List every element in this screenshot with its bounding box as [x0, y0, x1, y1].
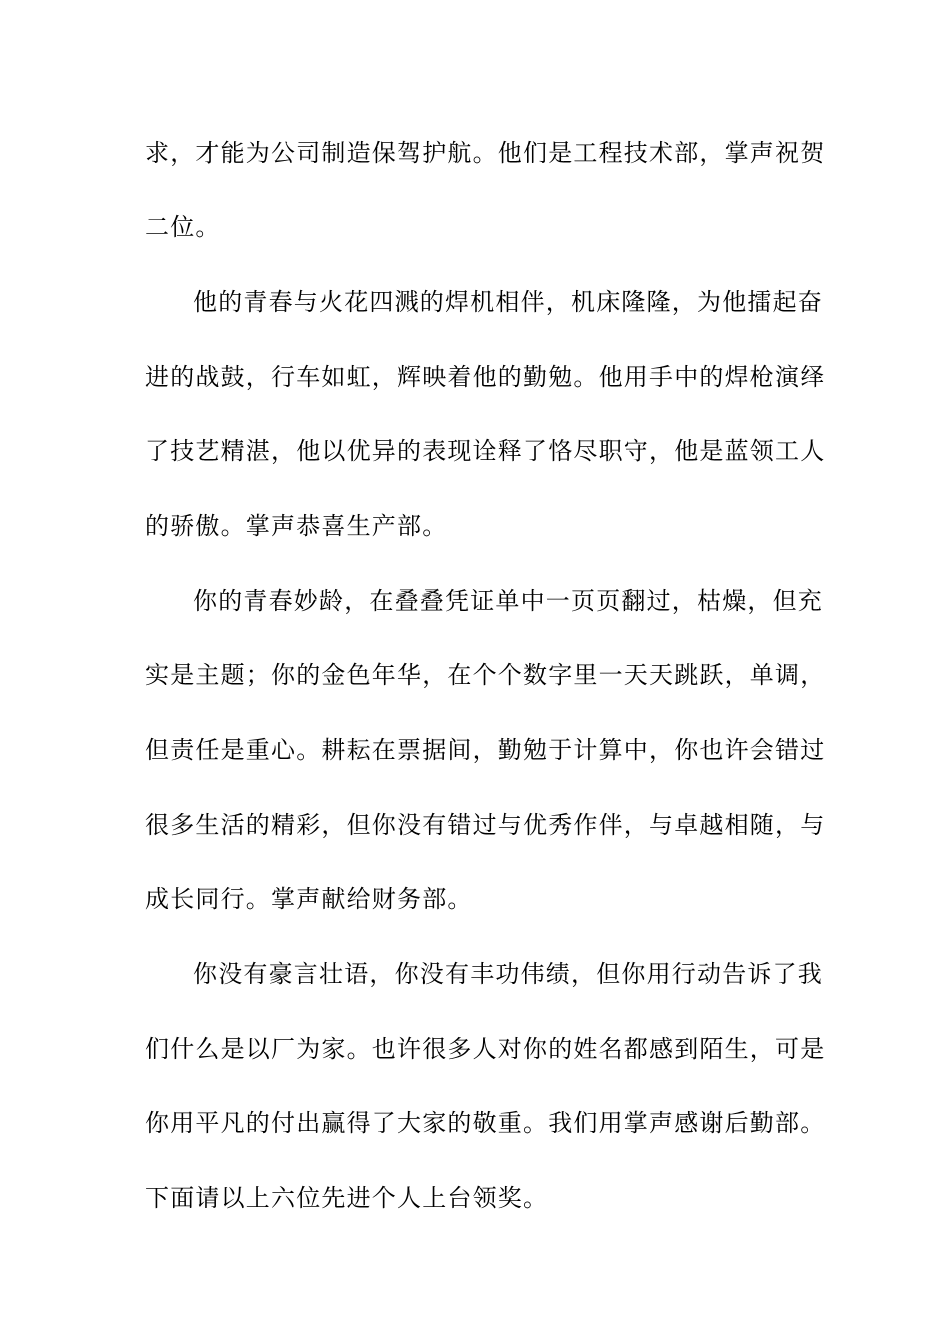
paragraph-3-line-2: 实是主题；你的金色年华，在个个数字里一天天跳跃，单调，	[145, 661, 826, 689]
paragraph-2-line-3: 了技艺精湛，他以优异的表现诠释了恪尽职守，他是蓝领工人	[145, 437, 826, 465]
paragraph-4-line-4: 下面请以上六位先进个人上台领奖。	[145, 1184, 549, 1212]
paragraph-3-line-4: 很多生活的精彩，但你没有错过与优秀作伴，与卓越相随，与	[145, 811, 826, 839]
paragraph-3-line-5: 成长同行。掌声献给财务部。	[145, 885, 473, 913]
paragraph-1-line-1: 求，才能为公司制造保驾护航。他们是工程技术部，掌声祝贺	[145, 139, 826, 167]
paragraph-4-line-2: 们什么是以厂为家。也许很多人对你的姓名都感到陌生，可是	[145, 1035, 826, 1063]
paragraph-2-line-1: 他的青春与火花四溅的焊机相伴，机床隆隆，为他擂起奋	[193, 288, 823, 316]
paragraph-4-line-3: 你用平凡的付出赢得了大家的敬重。我们用掌声感谢后勤部。	[145, 1109, 826, 1137]
paragraph-1-line-2: 二位。	[145, 213, 221, 241]
paragraph-4-line-1: 你没有豪言壮语，你没有丰功伟绩，但你用行动告诉了我	[193, 960, 823, 988]
paragraph-2-line-4: 的骄傲。掌声恭喜生产部。	[145, 512, 448, 540]
paragraph-3-line-1: 你的青春妙龄，在叠叠凭证单中一页页翻过，枯燥，但充	[193, 587, 823, 615]
paragraph-2-line-2: 进的战鼓，行车如虹，辉映着他的勤勉。他用手中的焊枪演绎	[145, 363, 826, 391]
paragraph-3-line-3: 但责任是重心。耕耘在票据间，勤勉于计算中，你也许会错过	[145, 736, 826, 764]
